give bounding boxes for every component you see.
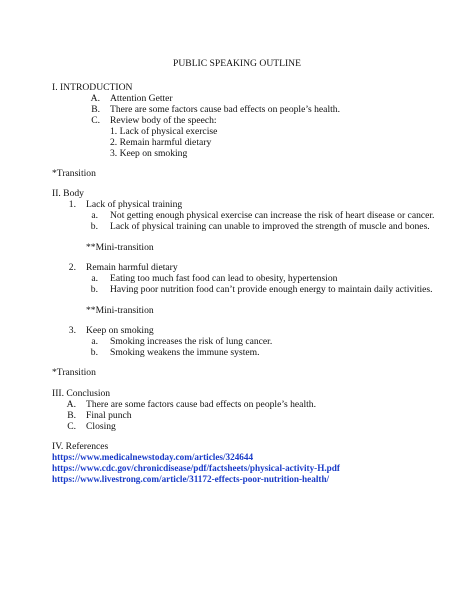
list-marker: b. [90, 347, 98, 358]
review-item: 1. Lack of physical exercise [110, 126, 218, 137]
section-heading-introduction: I. INTRODUCTION [52, 82, 133, 93]
page-title: PUBLIC SPEAKING OUTLINE [173, 58, 301, 69]
transition-note: *Transition [52, 367, 96, 378]
list-marker: B. [67, 410, 76, 421]
list-marker: b. [90, 221, 98, 232]
reference-link[interactable]: https://www.cdc.gov/chronicdisease/pdf/factsheets/physical-activity-H.pdf [52, 463, 340, 473]
body-subpoint: Eating too much fast food can lead to obesity, hypertension [110, 273, 338, 284]
list-marker: a. [91, 273, 98, 284]
section-heading-references: IV. References [52, 441, 109, 452]
list-marker: C. [67, 421, 76, 432]
body-point-title: Remain harmful dietary [86, 262, 178, 273]
list-marker: a. [91, 210, 98, 221]
list-marker: 2. [68, 262, 76, 273]
body-point-title: Lack of physical training [86, 199, 183, 210]
list-marker: A. [90, 93, 100, 104]
body-subpoint: Lack of physical training can unable to improved the strength of muscle and bones. [110, 221, 430, 232]
body-subpoint: Smoking increases the risk of lung cancer. [110, 336, 273, 347]
intro-item-attention-getter: Attention Getter [110, 93, 173, 104]
list-marker: 3. [68, 325, 76, 336]
conclusion-item: There are some factors cause bad effects on people’s health. [86, 399, 316, 410]
review-item: 2. Remain harmful dietary [110, 137, 212, 148]
list-marker: a. [91, 336, 98, 347]
body-subpoint: Having poor nutrition food can’t provide enough energy to maintain daily activities. [110, 284, 433, 295]
transition-note: *Transition [52, 168, 96, 179]
section-heading-body: II. Body [52, 188, 84, 199]
intro-item-review: Review body of the speech: [110, 115, 217, 126]
intro-item-factors: There are some factors cause bad effects on people’s health. [110, 104, 340, 115]
conclusion-item: Closing [86, 421, 116, 432]
list-marker: C. [91, 115, 100, 126]
conclusion-item: Final punch [86, 410, 132, 421]
reference-link[interactable]: https://www.livestrong.com/article/31172-effects-poor-nutrition-health/ [52, 474, 330, 484]
mini-transition-note: **Mini-transition [86, 305, 154, 316]
list-marker: A. [66, 399, 76, 410]
body-subpoint: Smoking weakens the immune system. [110, 347, 260, 358]
list-marker: b. [90, 284, 98, 295]
body-subpoint: Not getting enough physical exercise can increase the risk of heart disease or cancer. [110, 210, 435, 221]
section-heading-conclusion: III. Conclusion [52, 388, 111, 399]
body-point-title: Keep on smoking [86, 325, 154, 336]
list-marker: 1. [68, 199, 76, 210]
mini-transition-note: **Mini-transition [86, 242, 154, 253]
review-item: 3. Keep on smoking [110, 148, 188, 159]
reference-link[interactable]: https://www.medicalnewstoday.com/articles/324644 [52, 452, 254, 462]
list-marker: B. [91, 104, 100, 115]
